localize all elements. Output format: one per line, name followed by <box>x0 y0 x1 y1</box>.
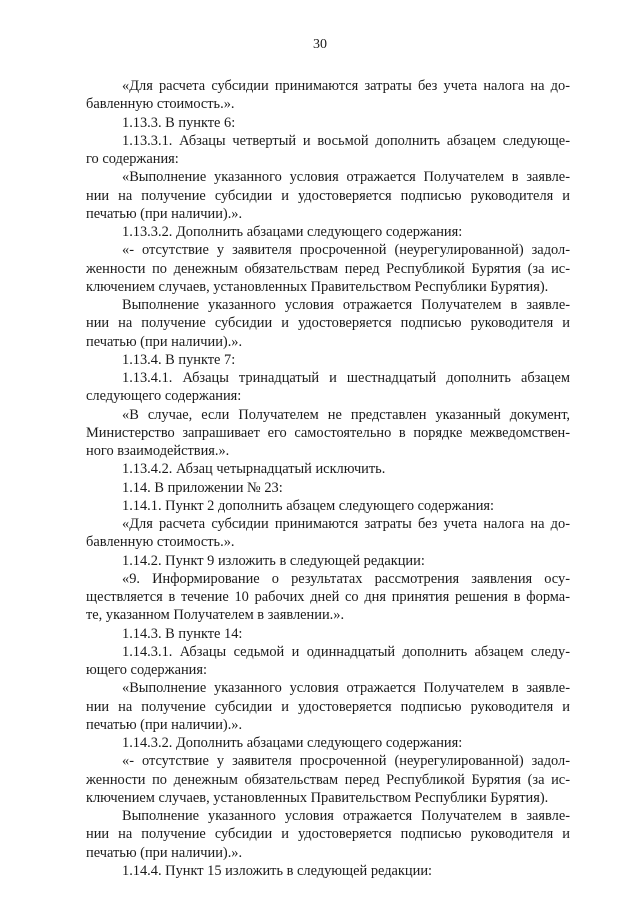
text-line: печатью (при наличии).». <box>86 333 243 350</box>
text-line: ющего содержания: <box>86 662 207 678</box>
text-line: «- отсутствие у заявителя просроченной (неурегулированной) задол- <box>122 753 570 770</box>
text-line: печатью (при наличии).». <box>86 716 243 733</box>
text-line: 1.13.3. В пункте 6: <box>122 114 236 131</box>
text-line: го содержания: <box>86 151 179 167</box>
text-line: ключением случаев, установленных Правительством Республики Бурятия). <box>86 789 549 806</box>
document-body <box>86 77 570 880</box>
text-line: 1.14.3.2. Дополнить абзацами следующего содержания: <box>122 735 463 751</box>
text-line: Выполнение указанного условия отражается Получателем в заявле- <box>122 297 570 313</box>
text-line: женности по денежным обязательствам перед Республикой Бурятия (за ис- <box>86 771 570 788</box>
text-line: Министерство запрашивает его самостоятельно в порядке межведомствен- <box>86 424 570 441</box>
text-line: нии на получение субсидии и удостоверяется подписью руководителя и <box>86 826 570 843</box>
text-line: бавленную стоимость.». <box>86 96 235 113</box>
text-line: женности по денежным обязательствам перед Республикой Бурятия (за ис- <box>86 260 570 277</box>
text-line: «Выполнение указанного условия отражается Получателем в заявле- <box>122 169 570 186</box>
text-line: бавленную стоимость.». <box>86 534 235 551</box>
text-line: нии на получение субсидии и удостоверяется подписью руководителя и <box>86 187 570 204</box>
text-line: «Для расчета субсидии принимаются затраты без учета налога на до- <box>122 516 570 532</box>
text-line: «Выполнение указанного условия отражается Получателем в заявле- <box>122 680 570 697</box>
text-line: ного взаимодействия.». <box>86 443 230 459</box>
text-line: 1.13.4. В пункте 7: <box>122 351 236 368</box>
text-line: печатью (при наличии).». <box>86 205 243 222</box>
text-line: 1.14.3.1. Абзацы седьмой и одиннадцатый дополнить абзацем следу- <box>122 643 570 660</box>
text-line: 1.14.2. Пункт 9 изложить в следующей редакции: <box>122 552 425 569</box>
text-line: следующего содержания: <box>86 388 242 405</box>
text-line: 1.13.4.2. Абзац четырнадцатый исключить. <box>122 461 386 478</box>
text-line: нии на получение субсидии и удостоверяется подписью руководителя и <box>86 315 570 332</box>
text-line: 1.14.3. В пункте 14: <box>122 625 243 642</box>
text-line: 1.14.4. Пункт 15 изложить в следующей редакции: <box>122 862 433 879</box>
text-line: «- отсутствие у заявителя просроченной (неурегулированной) задол- <box>122 242 570 259</box>
text-line: те, указанном Получателем в заявлении.». <box>86 607 345 624</box>
text-line: «9. Информирование о результатах рассмотрения заявления осу- <box>122 570 570 587</box>
text-line: 1.14. В приложении № 23: <box>122 479 283 496</box>
text-line: «В случае, если Получателем не представлен указанный документ, <box>122 406 570 423</box>
text-line: нии на получение субсидии и удостоверяется подписью руководителя и <box>86 698 570 715</box>
text-line: ключением случаев, установленных Правительством Республики Бурятия). <box>86 278 549 295</box>
text-line: 1.14.1. Пункт 2 дополнить абзацем следующего содержания: <box>122 497 495 514</box>
page-number: 30 <box>313 37 327 52</box>
text-line: ществляется в течение 10 рабочих дней со дня принятия решения в форма- <box>86 589 570 605</box>
text-line: «Для расчета субсидии принимаются затраты без учета налога на до- <box>122 78 570 94</box>
text-line: 1.13.4.1. Абзацы тринадцатый и шестнадцатый дополнить абзацем <box>122 370 570 386</box>
text-line: печатью (при наличии).». <box>86 844 243 861</box>
text-line: 1.13.3.2. Дополнить абзацами следующего содержания: <box>122 224 463 240</box>
text-line: Выполнение указанного условия отражается Получателем в заявле- <box>122 808 570 824</box>
text-line: 1.13.3.1. Абзацы четвертый и восьмой дополнить абзацем следующе- <box>122 132 570 149</box>
